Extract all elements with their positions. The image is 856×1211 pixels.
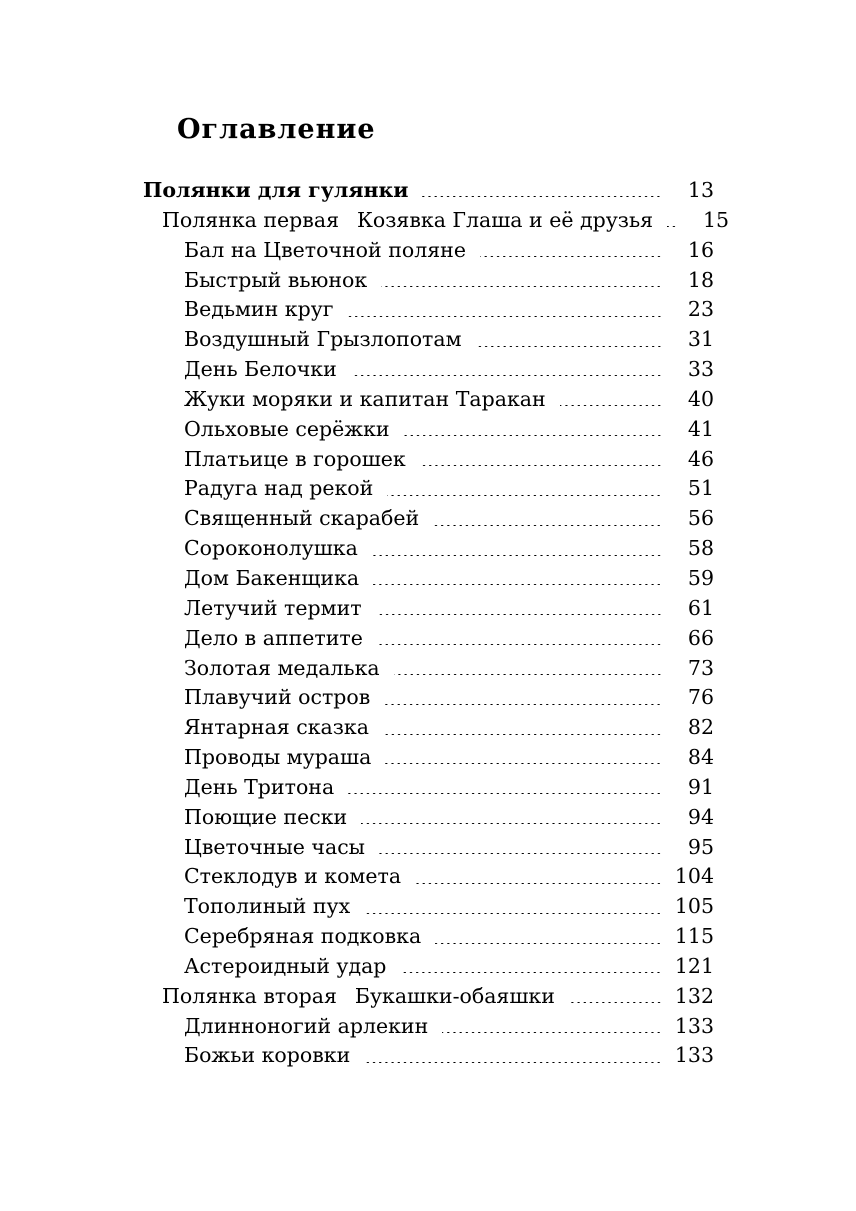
toc-page-number: 95	[687, 834, 714, 859]
toc-entry-title: Астероидный удар	[184, 953, 387, 978]
toc-entry-title: Божьи коровки	[184, 1043, 351, 1068]
dot-leader	[394, 674, 662, 675]
toc-entry[interactable]	[0, 1041, 856, 1071]
toc-entry[interactable]	[0, 295, 856, 325]
toc-entry-title: Дело в аппетите	[184, 625, 363, 650]
toc-page-number: 56	[687, 506, 714, 531]
toc-entry-title: Полянка вторая	[162, 983, 337, 1008]
toc-entry[interactable]	[0, 564, 856, 594]
dot-leader	[348, 316, 662, 317]
toc-page-number: 59	[687, 565, 714, 590]
dot-leader	[373, 584, 662, 585]
toc-entry[interactable]	[0, 236, 856, 266]
dot-leader	[442, 1032, 662, 1033]
toc-entry[interactable]	[0, 266, 856, 296]
toc-entry-title: День Тритона	[184, 774, 335, 799]
toc-entry[interactable]	[0, 474, 856, 504]
toc-entry[interactable]	[0, 713, 856, 743]
toc-page-number: 73	[687, 655, 714, 680]
toc-page-number: 121	[674, 953, 714, 978]
toc-page-number: 115	[674, 924, 714, 949]
toc-page-number: 58	[687, 536, 714, 561]
toc-entry[interactable]	[0, 445, 856, 475]
page-title: Оглавление	[177, 114, 376, 145]
toc-entry[interactable]	[0, 624, 856, 654]
toc-entry[interactable]	[0, 952, 856, 982]
dot-leader	[433, 525, 662, 526]
toc-page-number: 61	[687, 595, 714, 620]
toc-entry-title: Жуки моряки и капитан Таракан	[184, 386, 546, 411]
toc-page-number: 133	[674, 1013, 714, 1038]
toc-page-number: 105	[674, 894, 714, 919]
toc-entry-title: Сороконолушка	[184, 536, 358, 561]
toc-entry-title: Цветочные часы	[184, 834, 365, 859]
dot-leader	[667, 226, 677, 227]
toc-entry[interactable]	[0, 415, 856, 445]
dot-leader	[560, 405, 662, 406]
dot-leader	[376, 614, 662, 615]
toc-page-number: 133	[674, 1043, 714, 1068]
toc-page-number: 13	[687, 178, 714, 202]
dot-leader	[476, 346, 662, 347]
dot-leader	[361, 823, 662, 824]
toc-page-number: 33	[687, 357, 714, 382]
toc-entry[interactable]	[0, 892, 856, 922]
toc-entry[interactable]	[0, 176, 856, 206]
toc-entry[interactable]	[0, 594, 856, 624]
toc-entry-title: Тополиный пух	[184, 894, 351, 919]
toc-entry-title: Полянки для гулянки	[143, 178, 409, 202]
toc-entry[interactable]	[0, 922, 856, 952]
toc-page-number: 66	[687, 625, 714, 650]
toc-entry-title: Дом Бакенщика	[184, 565, 360, 590]
toc-entry-title: Воздушный Грызлопотам	[184, 327, 462, 352]
toc-entry-title: Поющие пески	[184, 804, 348, 829]
toc-page-number: 76	[687, 685, 714, 710]
dot-leader	[384, 704, 662, 705]
dot-leader	[404, 435, 662, 436]
toc-entry-title: Стеклодув и комета	[184, 864, 402, 889]
toc-entry[interactable]	[0, 773, 856, 803]
toc-page-number: 46	[687, 446, 714, 471]
toc-page-number: 104	[674, 864, 714, 889]
toc-entry-title: Длинноногий арлекин	[184, 1013, 429, 1038]
toc-page-number: 41	[687, 416, 714, 441]
dot-leader	[387, 495, 662, 496]
toc-entry-title: День Белочки	[184, 357, 337, 382]
toc-entry-title: Радуга над рекой	[184, 476, 374, 501]
toc-page-number: 51	[687, 476, 714, 501]
toc-entry[interactable]	[0, 385, 856, 415]
toc-page-number: 18	[687, 267, 714, 292]
toc-entry-subtitle: Козявка Глаша и её друзья	[357, 207, 654, 232]
dot-leader	[348, 793, 662, 794]
toc-entry-title: Ольховые серёжки	[184, 416, 390, 441]
dot-leader	[377, 644, 662, 645]
toc-page-number: 23	[687, 297, 714, 322]
dot-leader	[381, 286, 662, 287]
toc-entry-title: Бал на Цветочной поляне	[184, 237, 466, 262]
toc-entry[interactable]	[0, 1012, 856, 1042]
toc-entry-title: Платьице в горошек	[184, 446, 406, 471]
dot-leader	[415, 883, 662, 884]
toc-entry-title: Ведьмин круг	[184, 297, 334, 322]
dot-leader	[385, 763, 662, 764]
toc-page-number: 31	[687, 327, 714, 352]
toc-entry-title: Быстрый вьюнок	[184, 267, 368, 292]
dot-leader	[364, 913, 662, 914]
toc-page-number: 91	[687, 774, 714, 799]
toc-entry[interactable]	[0, 504, 856, 534]
toc-entry-title: Священный скарабей	[184, 506, 420, 531]
dot-leader	[379, 853, 662, 854]
toc-entry[interactable]	[0, 534, 856, 564]
toc-entry-title: Плавучий остров	[184, 685, 371, 710]
toc-entry-title: Золотая медалька	[184, 655, 380, 680]
toc-entry-title: Полянка первая	[162, 207, 340, 232]
toc-entry[interactable]	[0, 982, 856, 1012]
dot-leader	[351, 375, 662, 376]
dot-leader	[372, 555, 662, 556]
toc-entry[interactable]	[0, 743, 856, 773]
toc-page-number: 82	[687, 715, 714, 740]
dot-leader	[569, 1002, 662, 1003]
toc-entry[interactable]	[0, 683, 856, 713]
toc-page-number: 15	[703, 207, 730, 232]
dot-leader	[364, 1062, 662, 1063]
dot-leader	[420, 465, 662, 466]
toc-entry[interactable]	[0, 355, 856, 385]
toc-entry-title: Летучий термит	[184, 595, 362, 620]
dot-leader	[383, 734, 662, 735]
dot-leader	[422, 196, 662, 197]
toc-entry[interactable]	[0, 654, 856, 684]
toc-entry[interactable]	[0, 862, 856, 892]
toc-page-number: 132	[674, 983, 714, 1008]
dot-leader	[400, 972, 662, 973]
toc-entry-title: Серебряная подковка	[184, 924, 422, 949]
toc-page-number: 94	[687, 804, 714, 829]
toc-entry[interactable]	[0, 803, 856, 833]
toc-page-number: 84	[687, 745, 714, 770]
toc-entry-title: Проводы мураша	[184, 745, 372, 770]
toc-entry[interactable]	[0, 833, 856, 863]
toc-entry[interactable]	[0, 206, 856, 236]
toc-page-number: 16	[687, 237, 714, 262]
dot-leader	[435, 943, 662, 944]
toc-entry-title: Янтарная сказка	[184, 715, 369, 740]
table-of-contents	[0, 176, 856, 1071]
toc-entry-subtitle: Букашки-обаяшки	[354, 983, 555, 1008]
toc-entry[interactable]	[0, 325, 856, 355]
dot-leader	[480, 256, 662, 257]
toc-page-number: 40	[687, 386, 714, 411]
